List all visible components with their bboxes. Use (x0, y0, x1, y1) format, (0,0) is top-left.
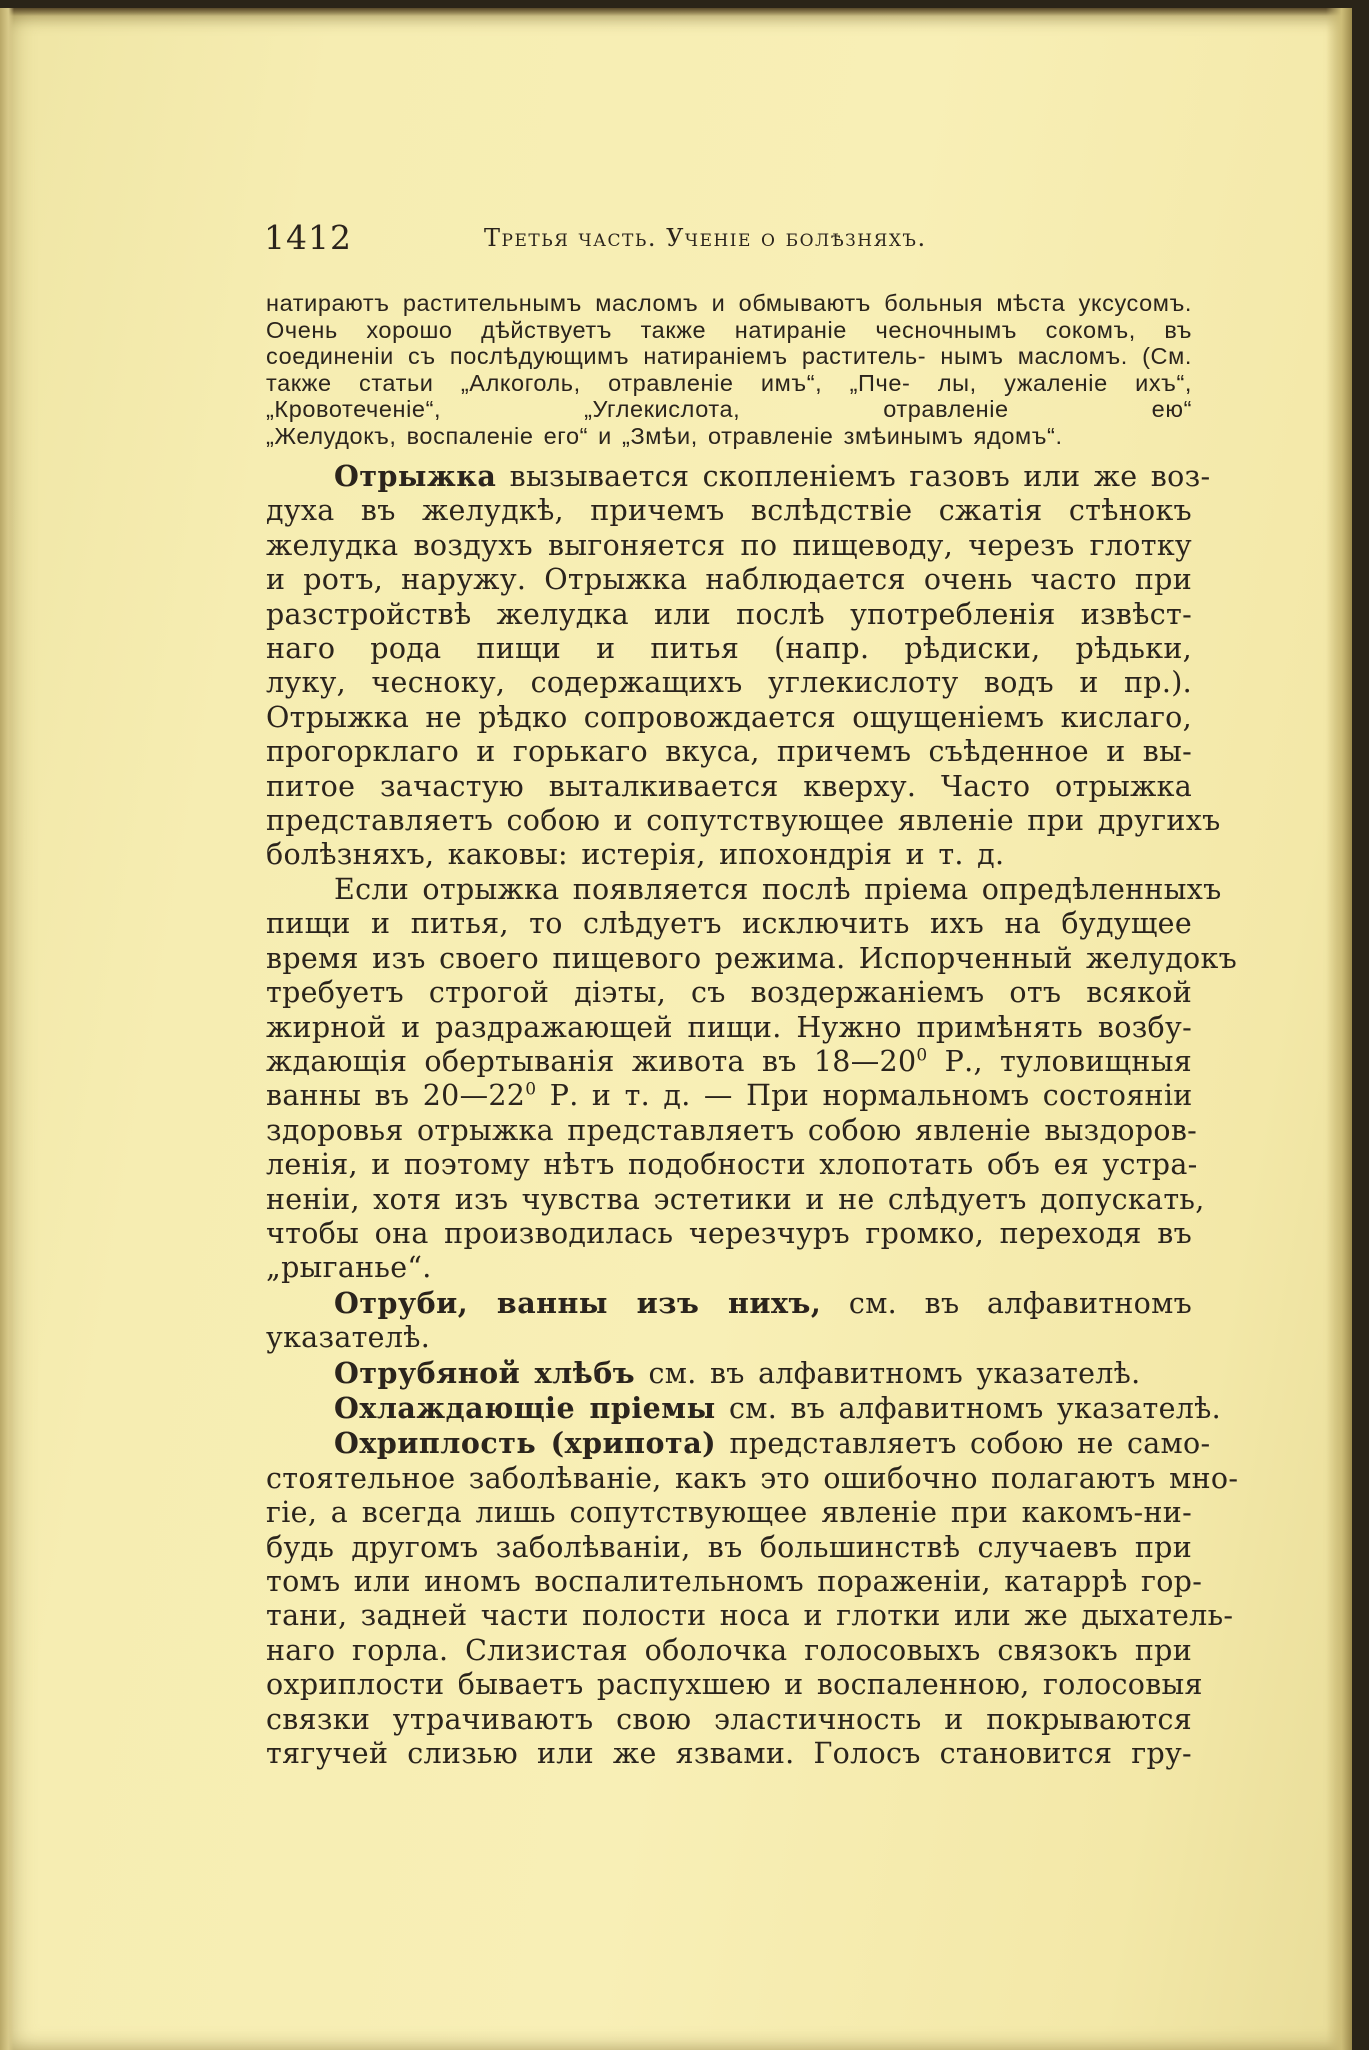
entry-line: представляетъ собою и сопутствующее явленіе при другихъ (266, 804, 1221, 838)
entry-line: см. въ алфавитномъ (821, 1286, 1193, 1320)
book-page (0, 8, 1352, 2050)
entry-otrubi (266, 1286, 1192, 1356)
entry-line: гіе, а всегда лишь сопутствующее явленіе при какомъ-ни- (266, 1496, 1192, 1530)
entry-line: ленія, и поэтому нѣтъ подобности хлопотать объ ея устра- (266, 1148, 1198, 1182)
entry-line: см. въ алфавитномъ указателѣ. (715, 1391, 1221, 1425)
entry-line: наго рода пищи и питья (напр. рѣдиски, рѣдьки, (266, 632, 1192, 666)
entry-line: духа въ желудкѣ, причемъ вслѣдствіе сжатія стѣнокъ (266, 494, 1192, 528)
entry-line: стоятельное заболѣваніе, какъ это ошибочно полагаютъ мно- (266, 1461, 1239, 1495)
intro-line: натираютъ растительнымъ масломъ и обмываютъ больныя мѣста (266, 290, 1066, 316)
entry-line: томъ или иномъ воспалительномъ пораженіи, катаррѣ гор- (266, 1565, 1203, 1598)
entry-line: и ротъ, наружу. Отрыжка наблюдается очень часто при (266, 563, 1192, 597)
entry-okhriplost (266, 1426, 1239, 1771)
entry-term: Охлаждающіе пріемы (334, 1390, 716, 1425)
entry-line: представляетъ собою не само- (716, 1427, 1211, 1461)
entry-line: указателѣ. (266, 1321, 431, 1355)
intro-line: лы, ужаленіе ихъ“, „Кровотеченіе“, „Углекислота, отравленіе ею“ (266, 369, 1193, 422)
entry-term: Отруби, ванны изъ нихъ, (334, 1285, 822, 1320)
entry-line: „рыганье“. (266, 1251, 432, 1285)
running-head (264, 218, 1204, 258)
page-left-binding (0, 8, 14, 2050)
entry-line: питое зачастую выталкивается кверху. Часто отрыжка (266, 769, 1192, 803)
intro-line: нымъ масломъ. (См. также статьи „Алкоголь, отравленіе имъ“, „Пче- (266, 343, 1193, 396)
entry-line: ждающія обертыванія живота въ $18—20^0$ Р., туловищныя (266, 1044, 1192, 1078)
entry-line: вызывается скопленіемъ газовъ или же воз- (496, 460, 1211, 493)
entry-line: наго горла. Слизистая оболочка голосовыхъ связокъ при (266, 1633, 1192, 1667)
entry-line: ванны въ $20—22^0$ Р. и т. д. — При нормальномъ состояніи (266, 1079, 1193, 1113)
entry-line: Отрыжка не рѣдко сопровождается ощущеніемъ кислаго, (266, 700, 1192, 734)
entry-line: жирной и раздражающей пищи. Нужно примѣнять возбу- (266, 1010, 1192, 1044)
intro-line: „Желудокъ, воспаленіе его“ и „Змѣи, отравленіе змѣинымъ ядомъ“. (266, 422, 1063, 449)
entry-term: Отрубяной хлѣбъ (334, 1355, 636, 1390)
entry-otrubyanoy-khleb (266, 1356, 1192, 1391)
entry-line: желудка воздухъ выгоняется по пищеводу, черезъ глотку (266, 528, 1192, 562)
text-block (266, 290, 1239, 1771)
entry-line: неніи, хотя изъ чувства эстетики и не слѣдуетъ допускать, (266, 1182, 1205, 1216)
entry-line: пищи и питья, то слѣдуетъ исключить ихъ на будущее (266, 907, 1192, 941)
intro-line: сокомъ, въ соединеніи съ послѣдующимъ натираніемъ раститель- (266, 316, 1192, 369)
entry-term: Отрыжка (334, 459, 497, 493)
entry-okhlazhdayushchie-priemy (266, 1390, 1221, 1426)
entry-term: Охриплость (хрипота) (334, 1426, 717, 1461)
entry-line: требуетъ строгой діэты, съ воздержаніемъ отъ всякой (266, 976, 1192, 1010)
entry-line: Если отрыжка появляется послѣ пріема опредѣленныхъ (334, 872, 1222, 906)
entry-line: разстройствѣ желудка или послѣ употребленія извѣст- (266, 597, 1192, 631)
intro-paragraph (266, 290, 1192, 449)
page-number: 1412 (264, 218, 352, 257)
entry-line: связки утрачиваютъ свою эластичность и покрываются (266, 1702, 1192, 1736)
entry-otryzhka (266, 459, 1221, 873)
entry-line: время изъ своего пищевого режима. Испорченный желудокъ (266, 941, 1238, 975)
entry-line: прогорклаго и горькаго вкуса, причемъ съѣденное и вы- (266, 735, 1192, 769)
entry-line: будь другомъ заболѣваніи, въ большинствѣ случаевъ при (266, 1530, 1192, 1564)
running-title: Третья часть. Ученіе о болѣзняхъ. (484, 224, 927, 252)
intro-line: уксусомъ. Очень хорошо дѣйствуетъ также натираніе чесночнымъ (266, 290, 1192, 343)
page-right-edge (1326, 8, 1352, 2050)
entry-line: тани, задней части полости носа и глотки или же дыхатель- (266, 1599, 1234, 1633)
paragraph-treatment (266, 872, 1238, 1286)
entry-line: болѣзняхъ, каковы: истерія, ипохондрія и т. д. (266, 838, 1005, 872)
entry-line: тягучей слизью или же язвами. Голосъ становится гру- (266, 1737, 1192, 1771)
entry-line: чтобы она производилась черезчуръ громко, переходя въ (266, 1216, 1192, 1250)
entry-line: см. въ алфавитномъ указателѣ. (635, 1356, 1141, 1390)
page-top-shadow (0, 8, 1352, 16)
entry-line: луку, чесноку, содержащихъ углекислоту водъ и пр.). (266, 666, 1192, 700)
entry-line: здоровья отрыжка представляетъ собою явленіе выздоров- (266, 1113, 1198, 1147)
entry-line: охриплости бываетъ распухшею и воспаленною, голосовыя (266, 1668, 1203, 1702)
